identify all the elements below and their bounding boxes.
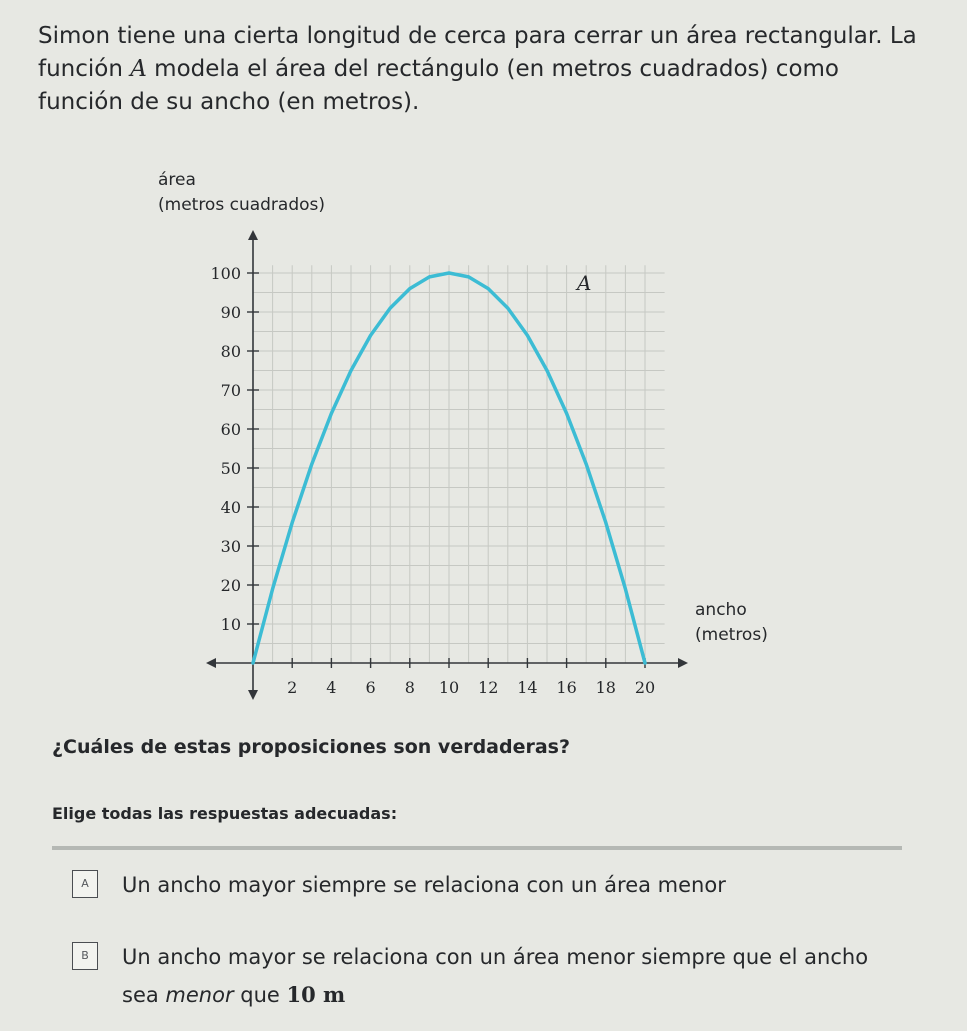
y-tick-label: 100 — [210, 264, 241, 283]
x-tick-label: 10 — [438, 678, 460, 697]
x-axis-title-line-2: (metros) — [695, 625, 768, 645]
option-b-text-mid: que — [233, 983, 287, 1007]
x-tick-label: 2 — [287, 678, 298, 697]
y-axis-title-line-1: área — [158, 170, 196, 190]
curve-label: A — [577, 271, 592, 295]
x-axis-arrow-left — [206, 658, 216, 668]
x-axis-arrow-right — [678, 658, 688, 668]
y-tick-label: 40 — [220, 498, 241, 517]
x-tick-label: 4 — [326, 678, 337, 697]
problem-line-2 — [38, 53, 943, 86]
x-axis-title-line-1: ancho — [695, 600, 747, 620]
x-tick-label: 6 — [365, 678, 376, 697]
problem-line-2-end: modela el área del rectángulo (en metros cuadrados) como — [146, 56, 839, 82]
y-tick-label: 30 — [220, 537, 241, 556]
x-tick-label: 18 — [595, 678, 616, 697]
x-tick-label: 8 — [404, 678, 415, 697]
option-b-value: 10 m — [286, 982, 346, 1007]
divider — [52, 846, 902, 850]
instruction-text: Elige todas las respuestas adecuadas: — [52, 804, 398, 823]
y-tick-label: 10 — [220, 615, 241, 634]
x-tick-label: 14 — [517, 678, 538, 697]
y-axis-arrow-down — [248, 690, 258, 700]
area-graph — [0, 150, 967, 720]
y-tick-label: 50 — [220, 459, 241, 478]
option-a-checkbox[interactable]: A — [72, 870, 98, 898]
problem-line-1: Simon tiene una cierta longitud de cerca para cerrar un área rectangular. La — [38, 23, 917, 49]
problem-line-3: función de su ancho (en metros). — [38, 89, 420, 115]
option-b-checkbox[interactable]: B — [72, 942, 98, 970]
y-tick-label: 60 — [220, 420, 241, 439]
y-tick-label: 80 — [220, 342, 241, 361]
y-axis-arrow-up — [248, 230, 258, 240]
y-tick-label: 70 — [220, 381, 241, 400]
graph-canvas — [0, 150, 967, 720]
option-b-label — [122, 938, 902, 1014]
function-name: A — [130, 56, 147, 82]
x-tick-label: 12 — [478, 678, 499, 697]
problem-statement — [38, 20, 943, 119]
option-b-emphasis: menor — [165, 983, 234, 1007]
x-tick-label: 16 — [556, 678, 577, 697]
y-axis-title-line-2: (metros cuadrados) — [158, 195, 326, 215]
option-a-label: Un ancho mayor siempre se relaciona con un área menor — [122, 873, 726, 897]
y-tick-label: 90 — [220, 303, 241, 322]
x-tick-label: 20 — [634, 678, 656, 697]
problem-line-2-start: función — [38, 56, 131, 82]
option-b[interactable] — [72, 938, 892, 1018]
option-b-text-start: Un ancho mayor se relaciona con un área menor siempre que el ancho sea — [122, 945, 869, 1007]
question-text: ¿Cuáles de estas proposiciones son verdaderas? — [52, 736, 571, 758]
y-tick-label: 20 — [220, 576, 241, 595]
option-a[interactable] — [72, 866, 892, 906]
